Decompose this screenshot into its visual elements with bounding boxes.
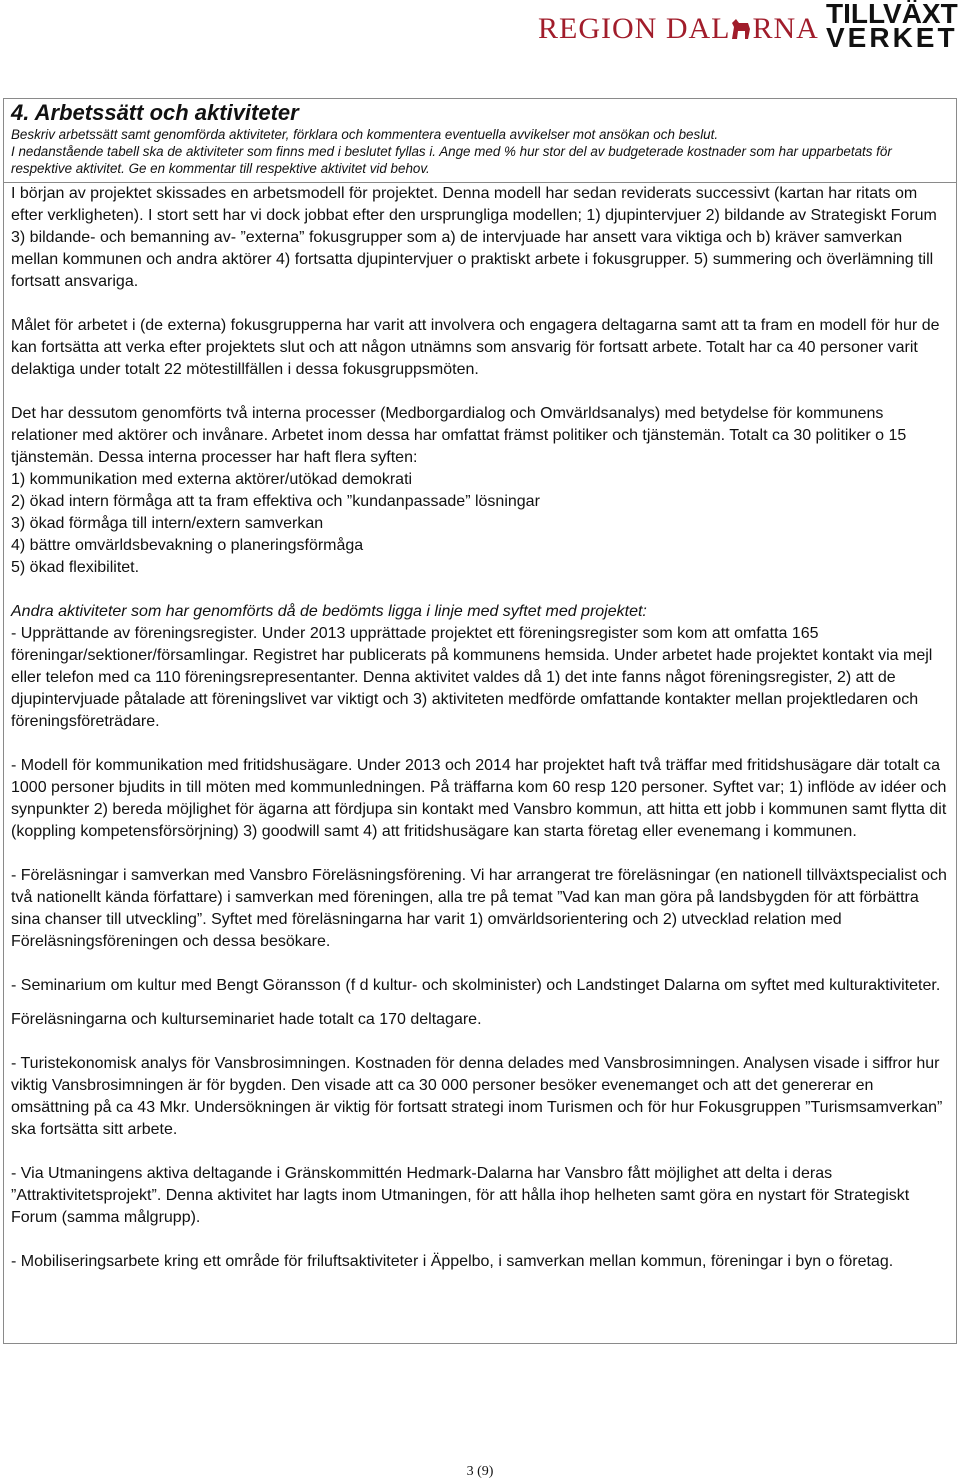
paragraph: Föreläsningarna och kulturseminariet hade totalt ca 170 deltagare. xyxy=(11,1011,482,1028)
page-number: 3 (9) xyxy=(466,1464,494,1479)
dalahorse-icon xyxy=(730,17,752,41)
list-intro: Det har dessutom genomförts två interna processer (Medborgardialog och Omvärldsanalys) med betydelse för kommunens relationer med aktörer och invånare. Arbetet inom dessa har omfattat främst politiker och tjänstemän. Totalt ca 30 politiker o 15 tjänstemän. Dessa interna processer har haft flera syften: xyxy=(11,405,907,466)
tillvaxtverket-logo xyxy=(826,0,958,53)
logo-region-text: REGION DAL xyxy=(538,12,731,45)
list-item: 2) ökad intern förmåga att ta fram effektiva och ”kundanpassade” lösningar xyxy=(11,493,540,510)
paragraph: - Seminarium om kultur med Bengt Göransson (f d kultur- och skolminister) och Landstinget Dalarna om syftet med kulturaktiviteter. xyxy=(11,977,941,994)
list-item: 4) bättre omvärldsbevakning o planeringsförmåga xyxy=(11,537,364,554)
activities-heading: Andra aktiviteter som har genomförts då de bedömts ligga i linje med syftet med projektet: xyxy=(11,603,647,620)
logo-region-tail: RNA xyxy=(752,12,819,45)
paragraph: - Modell för kommunikation med fritidshusägare. Under 2013 och 2014 har projektet haft två träffar med fritidshusägare där totalt ca 1000 personer bjudits in till möten med kommunledningen. På träffarna kom 60 resp 120 personer. Syftet var; 1) inflöde av idéer och synpunkter 2) bereda möjlighet för ägarna att fördjupa sin kontakt med Vansbro kommun, att hitta ett jobb i kommunen samt flytta dit (koppling kompetensförsörjning) 3) goodwill samt 4) att fritidshusägare kan starta företag eller evenemang i kommunen. xyxy=(11,757,947,840)
paragraph-list xyxy=(11,403,951,579)
logo-tv-line1: TILLVÄXT xyxy=(826,0,958,29)
section-content xyxy=(11,100,951,1273)
paragraph: - Mobiliseringsarbete kring ett område för friluftsaktiviteter i Äppelbo, i samverkan mellan kommun, föreningar i byn o företag. xyxy=(11,1253,894,1270)
activity-text: - Upprättande av föreningsregister. Under 2013 upprättade projektet ett föreningsregister som kom att omfatta 165 föreningar/sektioner/församlingar. Registret har publicerats på kommunens hemsida. Under arbetet hade projektet kontakt via mejl eller telefon med ca 110 föreningsrepresentanter. Denna aktivitet valdes då 1) det inte fanns något föreningsregister, 2) att de djupintervjuade påtalade att föreningslivet var viktigt och 3) aktiviteten medförde omfattande kontakter mellan projektledaren och föreningsföreträdare. xyxy=(11,625,933,730)
list-item: 5) ökad flexibilitet. xyxy=(11,559,140,576)
instruction-2: I nedanstående tabell ska de aktiviteter som finns med i beslutet fyllas i. Ange med % hur stor del av budgeterade kostnader som har upparbetats för respektive aktivitet. Ge en kommentar till respektive aktivitet vid behov. xyxy=(11,144,892,176)
paragraph xyxy=(11,601,951,733)
instruction-1: Beskriv arbetssätt samt genomförda aktiviteter, förklara och kommentera eventuella avvikelser mot ansökan och beslut. xyxy=(11,127,719,142)
logo-tv-line2: VERKET xyxy=(826,22,958,53)
paragraph: Målet för arbetet i (de externa) fokusgrupperna har varit att involvera och engagera deltagarna samt att ta fram en modell för hur de kan fortsätta att verka efter projektets slut och att någon utnämns som ansvarig för fortsatt arbete. Totalt har ca 40 personer varit delaktiga under totalt 22 mötestillfällen i dessa fokusgruppsmöten. xyxy=(11,317,940,378)
list-item: 3) ökad förmåga till intern/extern samverkan xyxy=(11,515,324,532)
section-title: 4. Arbetssätt och aktiviteter xyxy=(11,100,299,125)
paragraph: I början av projektet skissades en arbetsmodell för projektet. Denna modell har sedan reviderats successivt (kartan har ritats om efter verkligheten). I stort sett har vi dock jobbat efter den ursprungliga modellen; 1) djupintervjuer 2) bildande av Strategiskt Forum 3) bildande- och bemanning av- ”externa” fokusgrupper som a) de intervjuade har ansett vara viktiga och b) kräver samverkan mellan kommunen och andra aktörer 4) fortsatta djupintervjuer o praktiskt arbete i fokusgrupper. 5) summering och överlämning till fortsatt ansvariga. xyxy=(11,185,937,290)
paragraph: - Via Utmaningens aktiva deltagande i Gränskommittén Hedmark-Dalarna har Vansbro fått möjlighet att delta i deras ”Attraktivitetsprojekt”. Denna aktivitet har lagts inom Utmaningen, för att hålla ihop helheten samt göra en nystart för Strategiskt Forum (samma målgrupp). xyxy=(11,1165,910,1226)
region-dalarna-logo xyxy=(538,12,819,46)
list-item: 1) kommunikation med externa aktörer/utökad demokrati xyxy=(11,471,413,488)
paragraph: - Turistekonomisk analys för Vansbrosimningen. Kostnaden för denna delades med Vansbrosimningen. Analysen visade i siffror hur viktig Vansbrosimningen är för bygden. Den visade att ca 30 000 personer besöker evenemanget och att det genererar en omsättning på ca 43 Mkr. Undersökningen är viktig för fortsatt strategi inom Turismen och för hur Fokusgruppen ”Turismsamverkan” ska fortsätta sitt arbete. xyxy=(11,1055,943,1138)
paragraph: - Föreläsningar i samverkan med Vansbro Föreläsningsförening. Vi har arrangerat tre föreläsningar (en nationell tillväxtspecialist och två nationellt kända författare) i samverkan med föreningen, alla tre på temat ”Vad kan man göra på landsbygden för att förbättra sina chanser till utveckling”. Syftet med föreläsningarna har varit 1) omvärldsorientering och 2) utvecklad relation med Föreläsningsföreningen och dessa besökare. xyxy=(11,867,947,950)
body-text xyxy=(11,183,951,1273)
